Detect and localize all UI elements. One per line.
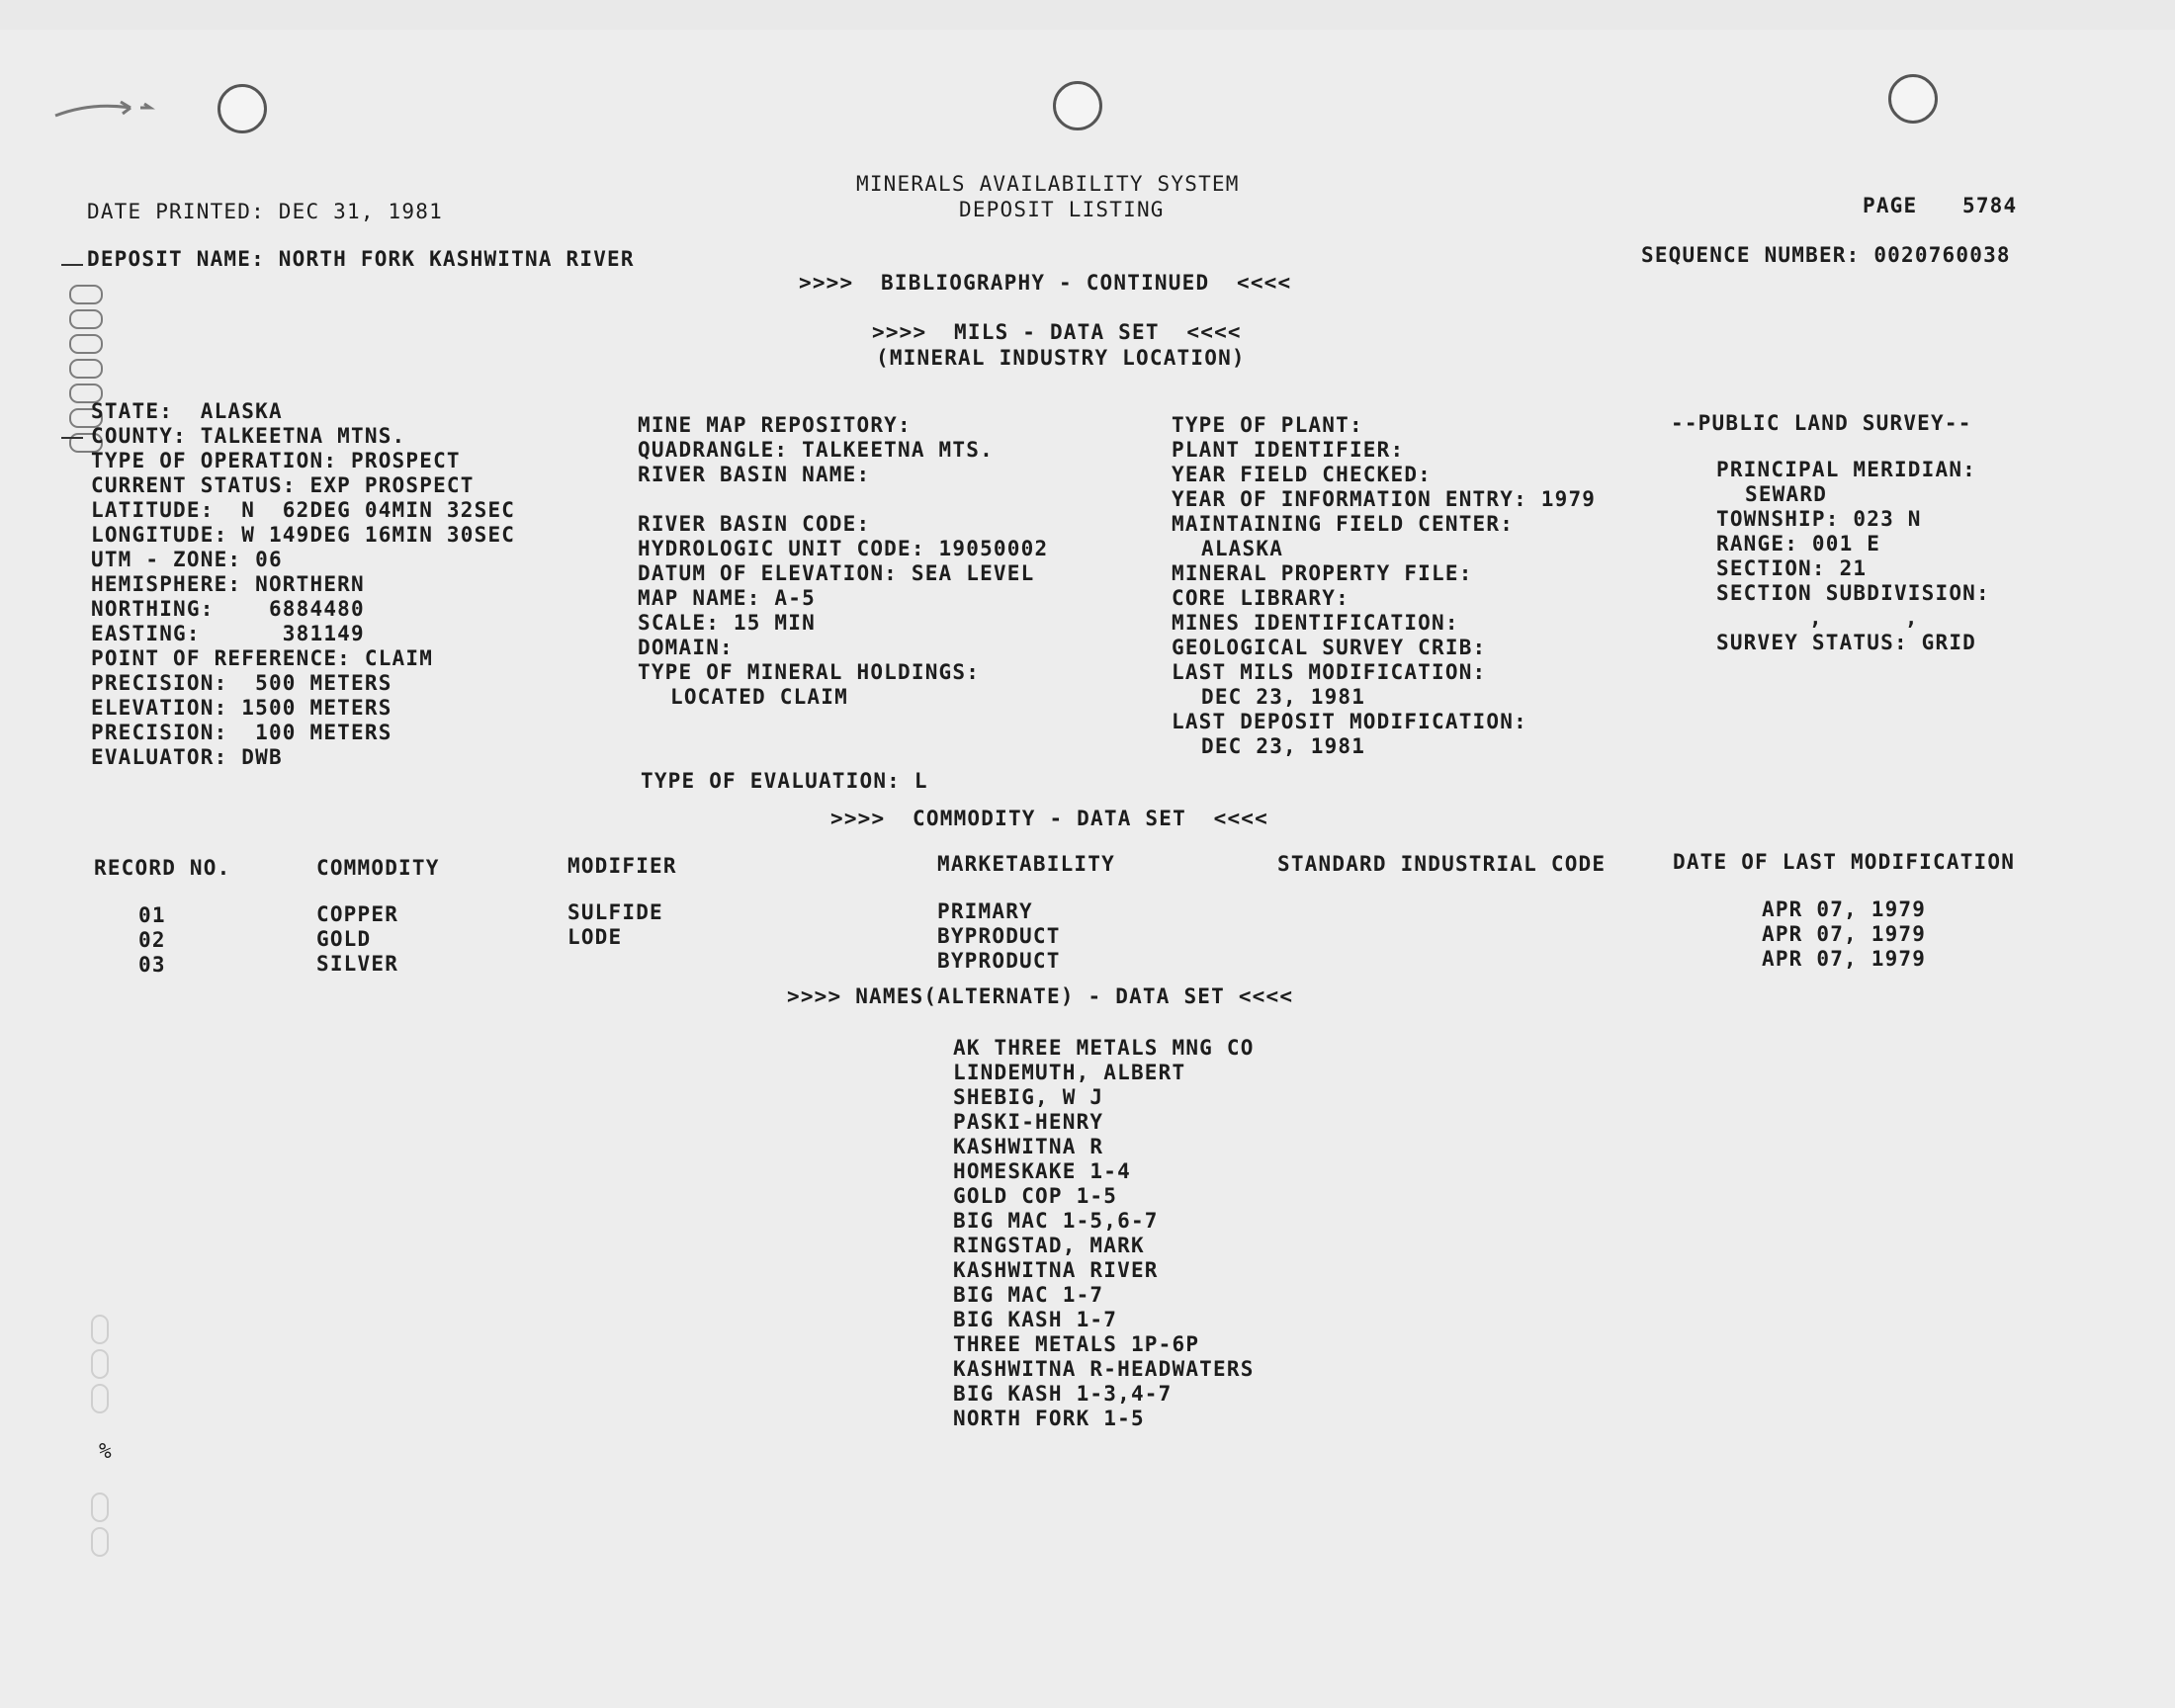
hydrologic-unit-code-field: HYDROLOGIC UNIT CODE: 19050002	[638, 537, 1049, 560]
geological-survey-crib-field: GEOLOGICAL SURVEY CRIB:	[1172, 636, 1487, 659]
faint-sprocket-mark	[91, 1493, 109, 1522]
list-item: BIG MAC 1-5,6-7	[953, 1209, 1159, 1233]
state-field: STATE: ALASKA	[91, 399, 283, 423]
mils-subheading: (MINERAL INDUSTRY LOCATION)	[876, 346, 1246, 370]
mineral-holdings-field: TYPE OF MINERAL HOLDINGS:	[638, 660, 981, 684]
faint-sprocket-mark	[91, 1315, 109, 1344]
scale-field: SCALE: 15 MIN	[638, 611, 816, 635]
county-field: COUNTY: TALKEETNA MTNS.	[91, 424, 406, 448]
domain-field: DOMAIN:	[638, 636, 734, 659]
page-label: PAGE	[1863, 194, 1918, 217]
list-item: HOMESKAKE 1-4	[953, 1159, 1131, 1183]
survey-status-field: SURVEY STATUS: GRID	[1716, 631, 1977, 654]
list-item: BIG KASH 1-3,4-7	[953, 1382, 1173, 1406]
col-header-marketability: MARKETABILITY	[937, 852, 1115, 876]
faint-sprocket-mark	[91, 1527, 109, 1557]
system-title: MINERALS AVAILABILITY SYSTEM	[856, 172, 1240, 196]
pencil-arrow-mark	[51, 94, 160, 124]
year-field-checked-field: YEAR FIELD CHECKED:	[1172, 463, 1433, 486]
list-item: LINDEMUTH, ALBERT	[953, 1061, 1186, 1084]
field-center-value: ALASKA	[1201, 537, 1284, 560]
col-header-record-no: RECORD NO.	[94, 856, 231, 880]
location-precision-field: PRECISION: 500 METERS	[91, 671, 392, 695]
river-basin-name-field: RIVER BASIN NAME:	[638, 463, 871, 486]
maintaining-field-center-field: MAINTAINING FIELD CENTER:	[1172, 512, 1515, 536]
hemisphere-field: HEMISPHERE: NORTHERN	[91, 572, 365, 596]
modifier-cell: LODE	[567, 925, 623, 949]
binder-hole-center	[1053, 81, 1102, 130]
map-name-field: MAP NAME: A-5	[638, 586, 816, 610]
section-subdivision-field: SECTION SUBDIVISION:	[1716, 581, 1990, 605]
mines-identification-field: MINES IDENTIFICATION:	[1172, 611, 1459, 635]
col-header-commodity: COMMODITY	[316, 856, 440, 880]
list-item: NORTH FORK 1-5	[953, 1407, 1145, 1430]
mineral-holdings-value: LOCATED CLAIM	[670, 685, 848, 709]
col-header-sic: STANDARD INDUSTRIAL CODE	[1277, 852, 1607, 876]
faint-sprocket-mark	[91, 1349, 109, 1379]
commodity-cell: GOLD	[316, 927, 372, 951]
point-of-reference-field: POINT OF REFERENCE: CLAIM	[91, 646, 434, 670]
quadrangle-field: QUADRANGLE: TALKEETNA MTS.	[638, 438, 994, 462]
list-item: GOLD COP 1-5	[953, 1184, 1118, 1208]
section-field: SECTION: 21	[1716, 556, 1868, 580]
list-item: PASKI-HENRY	[953, 1110, 1104, 1134]
binder-hole-left	[218, 84, 267, 133]
type-of-plant-field: TYPE OF PLANT:	[1172, 413, 1363, 437]
last-deposit-modification-field: LAST DEPOSIT MODIFICATION:	[1172, 710, 1527, 733]
utm-zone-field: UTM - ZONE: 06	[91, 548, 283, 571]
list-item: SHEBIG, W J	[953, 1085, 1104, 1109]
longitude-field: LONGITUDE: W 149DEG 16MIN 30SEC	[91, 523, 516, 547]
commodity-heading: >>>> COMMODITY - DATA SET <<<<	[830, 807, 1268, 830]
list-item: KASHWITNA RIVER	[953, 1258, 1159, 1282]
datum-of-elevation-field: DATUM OF ELEVATION: SEA LEVEL	[638, 561, 1035, 585]
northing-field: NORTHING: 6884480	[91, 597, 365, 621]
record-no-cell: 01	[138, 903, 166, 927]
sprocket-hole	[69, 334, 103, 354]
latitude-field: LATITUDE: N 62DEG 04MIN 32SEC	[91, 498, 516, 522]
deposit-name: DEPOSIT NAME: NORTH FORK KASHWITNA RIVER	[87, 247, 635, 271]
date-printed: DATE PRINTED: DEC 31, 1981	[87, 200, 443, 223]
sprocket-hole	[69, 359, 103, 379]
subdivision-marks: , ,	[1809, 606, 1919, 630]
col-header-date-modified: DATE OF LAST MODIFICATION	[1673, 850, 2016, 874]
names-heading: >>>> NAMES(ALTERNATE) - DATA SET <<<<	[787, 984, 1294, 1008]
list-item: RINGSTAD, MARK	[953, 1234, 1145, 1257]
last-deposit-date: DEC 23, 1981	[1201, 734, 1366, 758]
easting-field: EASTING: 381149	[91, 622, 365, 645]
sequence-number: SEQUENCE NUMBER: 0020760038	[1641, 243, 2011, 267]
core-library-field: CORE LIBRARY:	[1172, 586, 1349, 610]
list-item: KASHWITNA R-HEADWATERS	[953, 1357, 1255, 1381]
printout-page	[0, 30, 2175, 1708]
record-no-cell: 03	[138, 953, 166, 977]
page-number: 5784	[1962, 194, 2018, 217]
commodity-cell: COPPER	[316, 902, 399, 926]
operation-type-field: TYPE OF OPERATION: PROSPECT	[91, 449, 461, 472]
elevation-field: ELEVATION: 1500 METERS	[91, 696, 392, 720]
modifier-cell: SULFIDE	[567, 900, 663, 924]
mine-map-repository-field: MINE MAP REPOSITORY:	[638, 413, 912, 437]
date-cell: APR 07, 1979	[1762, 897, 1927, 921]
edge-tick	[61, 264, 83, 266]
plant-identifier-field: PLANT IDENTIFIER:	[1172, 438, 1405, 462]
list-item: THREE METALS 1P-6P	[953, 1332, 1200, 1356]
evaluator-field: EVALUATOR: DWB	[91, 745, 283, 769]
list-item: BIG KASH 1-7	[953, 1308, 1118, 1331]
township-field: TOWNSHIP: 023 N	[1716, 507, 1922, 531]
binder-hole-right	[1888, 74, 1938, 124]
date-cell: APR 07, 1979	[1762, 922, 1927, 946]
river-basin-code-field: RIVER BASIN CODE:	[638, 512, 871, 536]
land-survey-title: --PUBLIC LAND SURVEY--	[1671, 411, 1972, 435]
record-no-cell: 02	[138, 928, 166, 952]
elevation-precision-field: PRECISION: 100 METERS	[91, 721, 392, 744]
col-header-modifier: MODIFIER	[567, 854, 677, 878]
last-mils-modification-field: LAST MILS MODIFICATION:	[1172, 660, 1487, 684]
bibliography-heading: >>>> BIBLIOGRAPHY - CONTINUED <<<<	[799, 271, 1292, 295]
type-of-evaluation-field: TYPE OF EVALUATION: L	[641, 769, 928, 793]
list-item: AK THREE METALS MNG CO	[953, 1036, 1255, 1060]
faint-sprocket-mark	[91, 1384, 109, 1413]
meridian-value: SEWARD	[1745, 482, 1828, 506]
footer-mark: %	[99, 1439, 113, 1463]
mils-heading: >>>> MILS - DATA SET <<<<	[872, 320, 1242, 344]
list-item: KASHWITNA R	[953, 1135, 1104, 1158]
range-field: RANGE: 001 E	[1716, 532, 1881, 555]
marketability-cell: PRIMARY	[937, 899, 1033, 923]
principal-meridian-field: PRINCIPAL MERIDIAN:	[1716, 458, 1977, 481]
mineral-property-file-field: MINERAL PROPERTY FILE:	[1172, 561, 1473, 585]
edge-tick	[61, 437, 83, 439]
marketability-cell: BYPRODUCT	[937, 924, 1061, 948]
commodity-cell: SILVER	[316, 952, 399, 976]
listing-title: DEPOSIT LISTING	[959, 198, 1165, 221]
sprocket-hole	[69, 285, 103, 304]
date-cell: APR 07, 1979	[1762, 947, 1927, 971]
sprocket-hole	[69, 309, 103, 329]
current-status-field: CURRENT STATUS: EXP PROSPECT	[91, 473, 475, 497]
last-mils-date: DEC 23, 1981	[1201, 685, 1366, 709]
list-item: BIG MAC 1-7	[953, 1283, 1104, 1307]
year-information-entry-field: YEAR OF INFORMATION ENTRY: 1979	[1172, 487, 1597, 511]
marketability-cell: BYPRODUCT	[937, 949, 1061, 973]
